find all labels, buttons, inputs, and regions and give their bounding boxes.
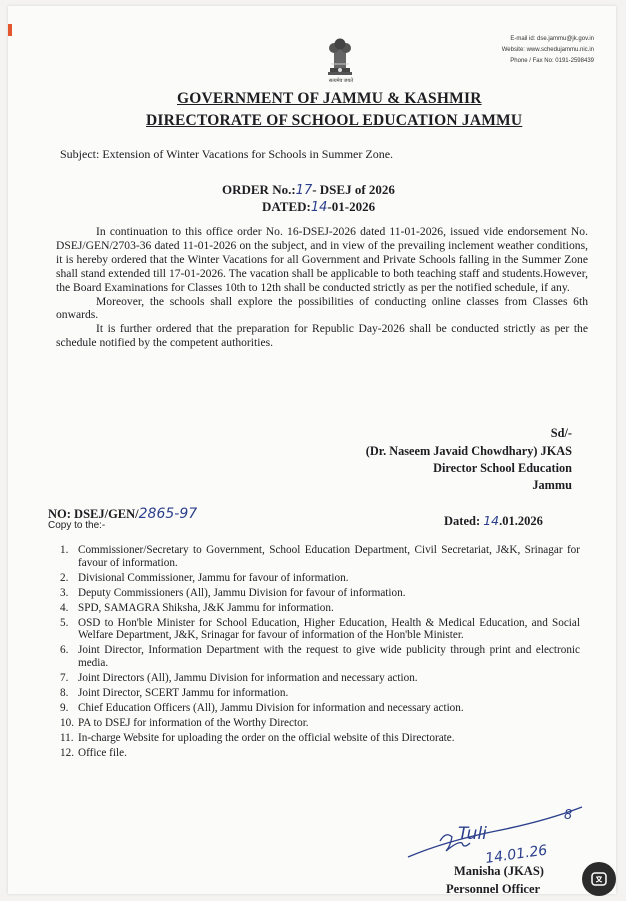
list-item (60, 687, 580, 700)
list-item (60, 717, 580, 730)
order-dated-prefix: DATED: (262, 199, 311, 214)
list-item (60, 617, 580, 642)
list-item (60, 747, 580, 760)
paragraph: Moreover, the schools shall explore the possibilities of conducting online classes from Classes 6th onwards. (56, 294, 588, 322)
list-item-text: In-charge Website for uploading the order on the official website of this Directorate. (78, 731, 455, 744)
state-emblem-icon (320, 34, 360, 82)
endorsement-day-handwritten: 14 (483, 513, 500, 528)
list-item (60, 572, 580, 585)
header-directorate: DIRECTORATE OF SCHOOL EDUCATION JAMMU (146, 112, 523, 129)
order-body (56, 225, 588, 350)
copy-to-label: Copy to the:- (48, 520, 106, 531)
list-item (60, 602, 580, 615)
header-government: GOVERNMENT OF JAMMU & KASHMIR (177, 90, 482, 107)
list-item-number: 7. (60, 671, 69, 684)
contact-block (502, 34, 594, 67)
order-day-handwritten: 14 (310, 200, 328, 215)
order-prefix: ORDER No.: (222, 182, 296, 197)
copy-list (60, 544, 580, 762)
contact-email: E-mail id: dse.jammu@jk.gov.in (510, 36, 594, 42)
list-item (60, 644, 580, 669)
list-item-number: 9. (60, 701, 69, 714)
list-item-text: OSD to Hon'ble Minister for School Education, Higher Education, Health & Medical Education, and Social Welfare Department, J&K, Srinagar for favour of information of the Hon'ble Minister. (78, 616, 580, 642)
list-item-number: 4. (60, 601, 69, 614)
list-item-number: 8. (60, 686, 69, 699)
translate-icon (590, 870, 608, 888)
list-item-text: SPD, SAMAGRA Shiksha, J&K Jammu for information. (78, 601, 334, 614)
list-item-text: Divisional Commissioner, Jammu for favour of information. (78, 571, 349, 584)
emblem-caption: सत्यमेव जयते (328, 79, 354, 84)
subject-line: Subject: Extension of Winter Vacations for Schools in Summer Zone. (60, 147, 394, 161)
translate-button[interactable] (582, 862, 616, 896)
list-item-number: 5. (60, 616, 69, 629)
handwritten-initials: Tuli (458, 824, 487, 844)
list-item-number: 2. (60, 571, 69, 584)
list-item-text: Office file. (78, 746, 127, 759)
final-signatory-title: Personnel Officer (446, 882, 541, 896)
endorsement-number-handwritten: 2865-97 (138, 506, 198, 522)
order-suffix: - DSEJ of 2026 (312, 182, 395, 197)
signatory-name: (Dr. Naseem Javaid Chowdhary) JKAS (365, 444, 572, 458)
handwritten-signature (406, 801, 586, 871)
endorsement-dated-prefix: Dated: (444, 514, 484, 528)
list-item (60, 732, 580, 745)
list-item-number: 11. (60, 731, 74, 744)
list-item-text: Commissioner/Secretary to Government, School Education Department, Civil Secretariat, J&K, Srinagar for favour of information. (78, 544, 580, 569)
list-item-number: 10. (60, 716, 74, 729)
list-item-number: 6. (60, 644, 69, 657)
order-dated-suffix: -01-2026 (327, 199, 376, 214)
endorsement-dated-suffix: .01.2026 (499, 514, 543, 528)
order-date (262, 199, 375, 215)
list-item (60, 587, 580, 600)
list-item-number: 1. (60, 544, 69, 556)
paragraph: It is further ordered that the preparation for Republic Day-2026 shall be conducted strictly as per the schedule notified by the competent authorities. (56, 322, 588, 350)
signatory-designation: Director School Education (433, 461, 572, 475)
list-item-number: 3. (60, 586, 69, 599)
list-item-text: Chief Education Officers (All), Jammu Division for information and necessary action. (78, 701, 464, 714)
signatory-place: Jammu (532, 478, 572, 492)
list-item-text: Deputy Commissioners (All), Jammu Division for favour of information. (78, 586, 406, 599)
final-signatory-name: Manisha (JKAS) (454, 864, 544, 878)
list-item (60, 544, 580, 569)
paragraph: In continuation to this office order No. 16-DSEJ-2026 dated 11-01-2026, issued vide endorsement No. DSEJ/GEN/2703-36 dated 11-01-2026 on the subject, and in view of the prevailing inclement weather conditions, it is hereby ordered that the Winter Vacations for all Government and Private Schools falling in the Summer Zone shall stand extended till 17-01-2026. The vacation shall be applicable to both teaching staff and students.However, the Board Examinations for Classes 10th to 12th shall be conducted strictly as per the notified schedule, if any. (56, 225, 588, 294)
list-item (60, 702, 580, 715)
contact-phone: Phone / Fax No: 0191-2598439 (510, 58, 594, 64)
document-page (8, 6, 616, 894)
edge-marker (8, 24, 12, 36)
list-item-text: Joint Director, Information Department with the request to give wide publicity through print and electronic media. (78, 644, 580, 669)
list-item-text: Joint Directors (All), Jammu Division for information and necessary action. (78, 671, 418, 684)
handwritten-date: 14.01.26 (484, 842, 549, 867)
handwritten-eight: 8 (564, 808, 573, 823)
order-number-handwritten: 17 (295, 183, 313, 198)
list-item (60, 672, 580, 685)
list-item-number: 12. (60, 746, 74, 759)
list-item-text: PA to DSEJ for information of the Worthy Director. (78, 716, 309, 729)
contact-website: Website: www.schedujammu.nic.in (501, 47, 594, 53)
list-item-text: Joint Director, SCERT Jammu for information. (78, 686, 289, 699)
signature-sd: Sd/- (550, 426, 572, 440)
endorsement-prefix: NO: DSEJ/GEN/ (48, 507, 139, 521)
order-number (222, 182, 395, 198)
endorsement-date (444, 513, 543, 529)
